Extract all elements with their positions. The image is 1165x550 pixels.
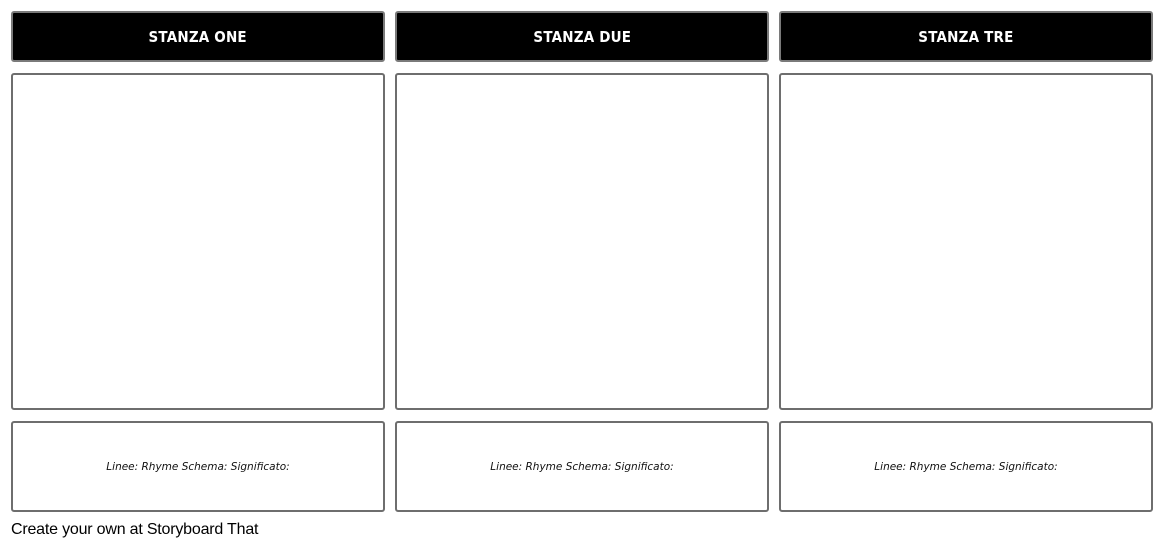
notes-text: Linee: Rhyme Schema: Significato: xyxy=(106,460,290,473)
storyboard-cell[interactable] xyxy=(395,73,769,410)
footer-link[interactable]: Create your own at Storyboard That xyxy=(11,521,259,538)
storyboard-cell[interactable] xyxy=(11,73,385,410)
notes-box[interactable] xyxy=(11,421,385,512)
notes-box[interactable] xyxy=(395,421,769,512)
column-title: STANZA DUE xyxy=(533,27,631,46)
column-title: STANZA ONE xyxy=(148,27,248,46)
storyboard-cell[interactable] xyxy=(779,73,1153,410)
column-title: STANZA TRE xyxy=(918,27,1014,46)
column-header xyxy=(395,11,769,62)
notes-box[interactable] xyxy=(779,421,1153,512)
notes-text: Linee: Rhyme Schema: Significato: xyxy=(874,460,1058,473)
notes-text: Linee: Rhyme Schema: Significato: xyxy=(490,460,674,473)
column-header xyxy=(11,11,385,62)
column-header xyxy=(779,11,1153,62)
